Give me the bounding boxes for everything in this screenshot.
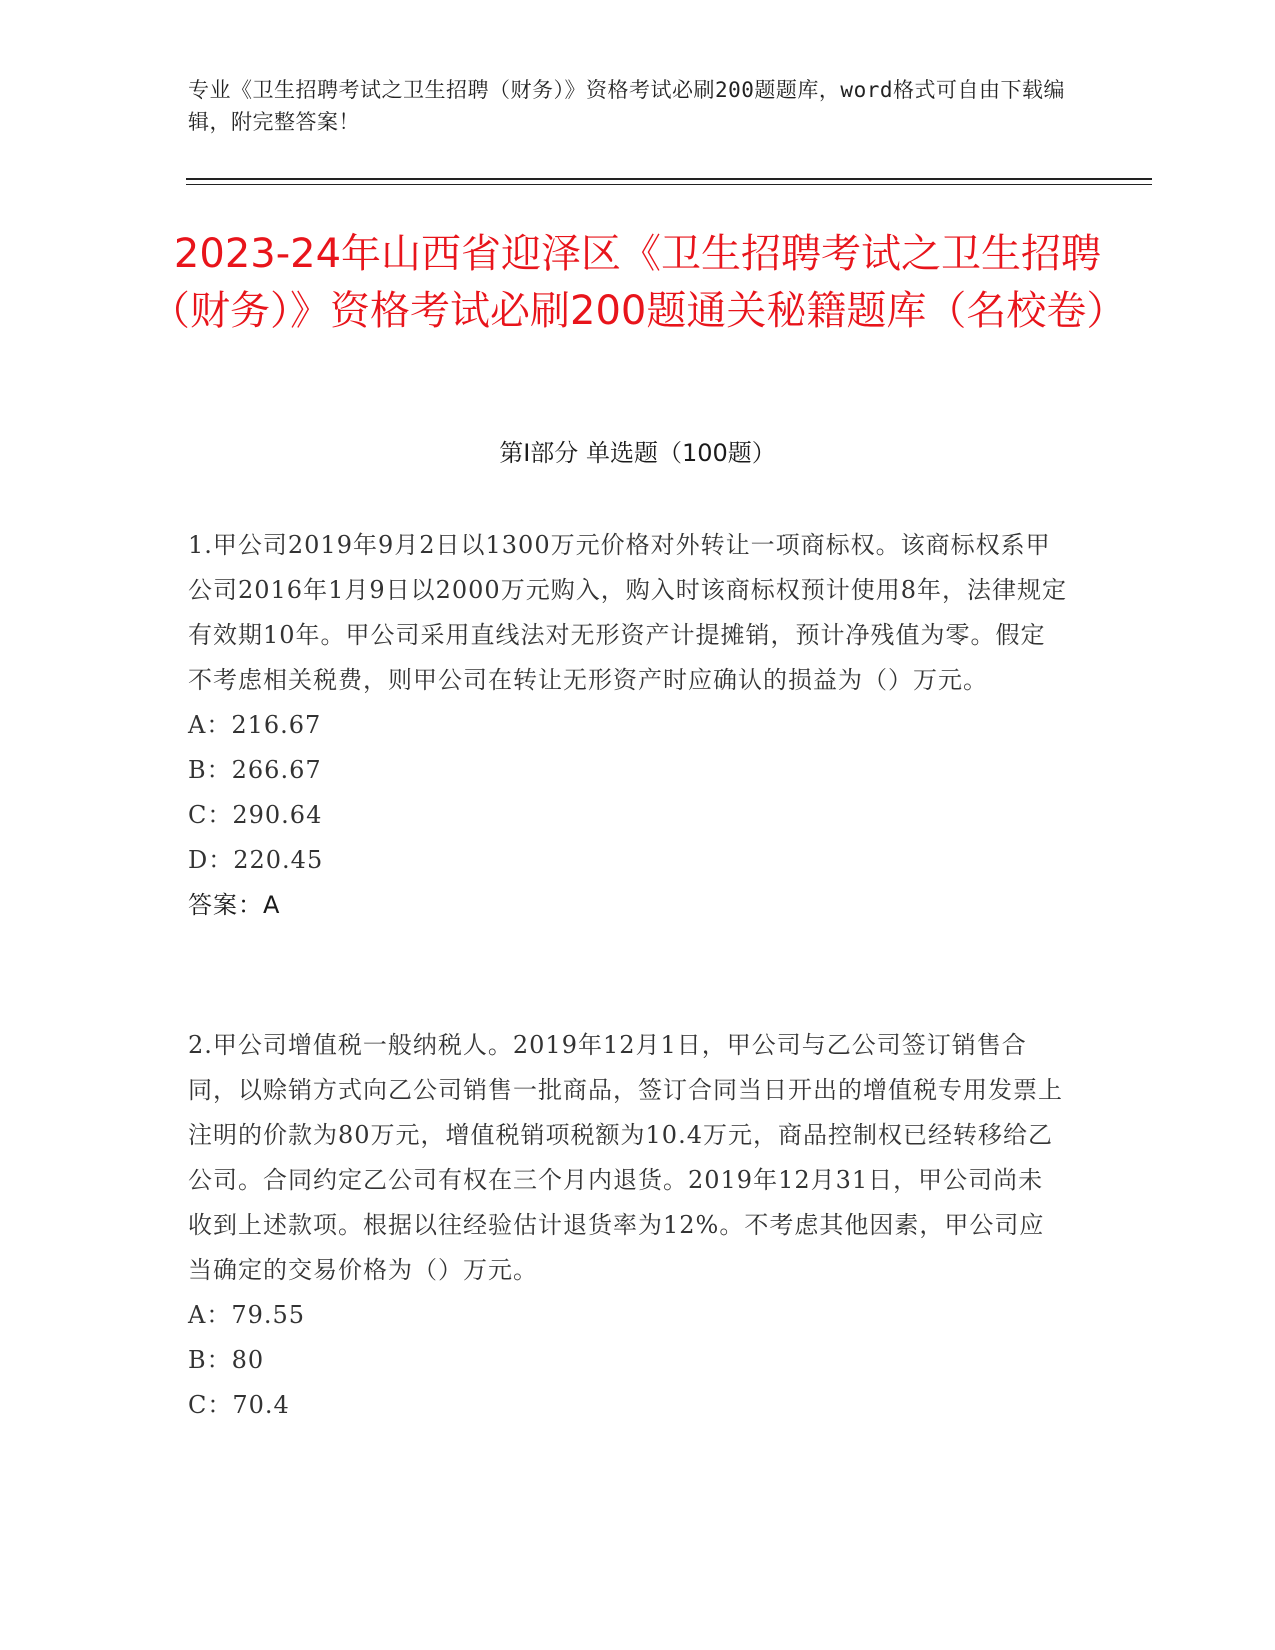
option-b: B：80	[188, 1346, 265, 1374]
document-title: 2023-24年山西省迎泽区《卫生招聘考试之卫生招聘（财务）》资格考试必刷200题通关秘籍题库（名校卷）	[150, 231, 1127, 334]
answer-line: 答案：A	[188, 891, 281, 919]
section-heading: 第I部分 单选题（100题）	[499, 439, 776, 467]
header-rule-thick	[186, 178, 1152, 180]
question-stem: 1.甲公司2019年9月2日以1300万元价格对外转让一项商标权。该商标权系甲公司2016年1月9日以2000万元购入，购入时该商标权预计使用8年，法律规定有效期10年。甲公司采用直线法对无形资产计提摊销，预计净残值为零。假定不考虑相关税费，则甲公司在转让无形资产时应确认的损益为（）万元。	[188, 531, 1067, 694]
option-b: B：266.67	[188, 756, 322, 784]
header-note: 专业《卫生招聘考试之卫生招聘（财务）》资格考试必刷200题题库，word格式可自由下载编辑，附完整答案！	[188, 78, 1065, 134]
option-d: D：220.45	[188, 846, 324, 874]
option-a: A：216.67	[188, 711, 322, 739]
question-1	[188, 523, 1068, 928]
option-a: A：79.55	[188, 1301, 306, 1329]
option-c: C：70.4	[188, 1391, 290, 1419]
question-2	[188, 1023, 1068, 1428]
header-rule-thin	[186, 184, 1152, 185]
option-c: C：290.64	[188, 801, 323, 829]
question-stem: 2.甲公司增值税一般纳税人。2019年12月1日，甲公司与乙公司签订销售合同，以赊销方式向乙公司销售一批商品，签订合同当日开出的增值税专用发票上注明的价款为80万元，增值税销项税额为10.4万元，商品控制权已经转移给乙公司。合同约定乙公司有权在三个月内退货。2019年12月31日，甲公司尚未收到上述款项。根据以往经验估计退货率为12%。不考虑其他因素，甲公司应当确定的交易价格为（）万元。	[188, 1031, 1063, 1284]
